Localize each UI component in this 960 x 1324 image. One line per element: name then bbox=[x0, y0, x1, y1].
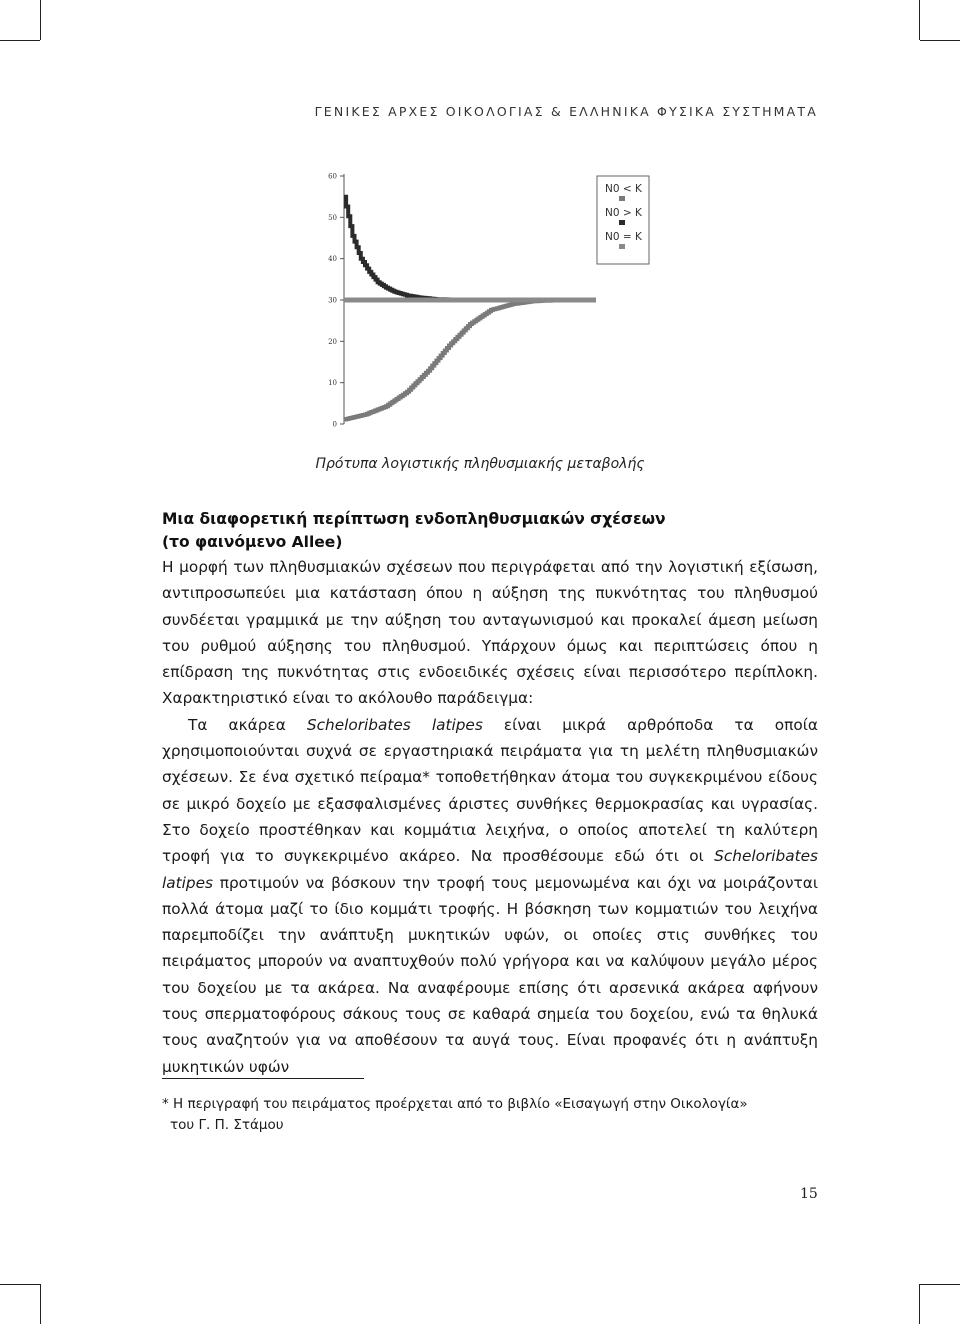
page-number: 15 bbox=[800, 1186, 818, 1202]
crop-mark-top-left-v bbox=[40, 0, 41, 40]
y-tick-label: 10 bbox=[328, 379, 337, 388]
footnote-line2: του Γ. Π. Στάμου bbox=[170, 1117, 284, 1133]
section-heading-line1: Μια διαφορετική περίπτωση ενδοπληθυσμιακών σχέσεων bbox=[162, 510, 666, 528]
footnote-rule bbox=[162, 1078, 364, 1079]
legend-label: N0 < K bbox=[605, 183, 642, 195]
paragraph-2 bbox=[162, 712, 818, 1080]
y-tick-label: 30 bbox=[328, 296, 337, 305]
paragraph-2-part2: είναι μικρά αρθρόποδα τα οποία χρησιμοποιούνται συχνά σε εργαστηριακά πειράματα για τη μελέτη πληθυσμιακών σχέσεων. Σε ένα σχετικό πείραμα* τοποθετήθηκαν άτομα του συγκεκριμένου είδους σε μικρό δοχείο με εξασφαλισμένες άριστες συνθήκες θερμοκρασίας και υγρασίας. Στο δοχείο προστέθηκαν και κομμάτια λειχήνα, ο οποίος αποτελεί τη καλύτερη τροφή για το συγκεκριμένο ακάρεο. Να προσθέσουμε εδώ ότι οι bbox=[162, 715, 818, 866]
logistic-growth-chart bbox=[320, 168, 660, 438]
section-heading-line2: (το φαινόμενο Allee) bbox=[162, 533, 343, 551]
paragraph-2-part1: Τα ακάρεα bbox=[188, 715, 307, 734]
y-tick-label: 0 bbox=[332, 420, 337, 429]
chart-legend bbox=[597, 176, 649, 264]
y-tick-label: 60 bbox=[328, 172, 337, 181]
crop-mark-top-right-h bbox=[920, 40, 960, 41]
y-tick-label: 50 bbox=[328, 213, 337, 222]
series-line-2 bbox=[344, 197, 596, 300]
legend-swatch bbox=[619, 196, 625, 201]
paragraph-1: Η μορφή των πληθυσμιακών σχέσεων που περιγράφεται από την λογιστική εξίσωση, αντιπροσωπεύει μια κατάσταση όπου η αύξηση της πυκνότητας του πληθυσμού συνδέεται γραμμικά με την αύξηση του ανταγωνισμού και προκαλεί άμεση μείωση του ρυθμού αύξησης του πληθυσμού. Υπάρχουν όμως και περιπτώσεις όπου η επίδραση της πυκνότητας στις ενδοειδικές σχέσεις είναι περισσότερο περίπλοκη. Χαρακτηριστικό είναι το ακόλουθο παράδειγμα: bbox=[162, 558, 818, 708]
footnote bbox=[162, 1094, 802, 1136]
footnote-line1: * Η περιγραφή του πειράματος προέρχεται από το βιβλίο «Εισαγωγή στην Οικολογία» bbox=[162, 1096, 748, 1112]
crop-mark-top-left-h bbox=[0, 40, 40, 41]
chart-series-group bbox=[344, 197, 596, 420]
section-heading bbox=[162, 508, 822, 554]
legend-swatch bbox=[619, 244, 625, 249]
crop-mark-bottom-left-h bbox=[0, 1284, 40, 1285]
legend-label: N0 > K bbox=[605, 207, 642, 219]
crop-mark-bottom-right-h bbox=[920, 1284, 960, 1285]
y-tick-label: 20 bbox=[328, 337, 337, 346]
species-name-repeat: Scheloribates latipes bbox=[162, 847, 818, 892]
legend-label: N0 = K bbox=[605, 231, 642, 243]
series-line-1 bbox=[344, 300, 596, 420]
crop-mark-bottom-left-v bbox=[40, 1284, 41, 1324]
crop-mark-bottom-right-v bbox=[919, 1284, 920, 1324]
paragraph-2-part3: προτιμούν να βόσκουν την τροφή τους μεμονωμένα και όχι να μοιράζονται πολλά άτομα μαζί το ίδιο κομμάτι τροφής. Η βόσκηση των κομματιών του λειχήνα παρεμποδίζει την ανάπτυξη μυκητικών υφών, οι οποίες στις συνθήκες του πειράματος μπορούν να αναπτυχθούν πολύ γρήγορα και να καλύψουν μεγάλο μέρος του δοχείου με τα ακάρεα. Να αναφέρουμε επίσης ότι αρσενικά ακάρεα αφήνουν τους σπερματοφόρους σάκους τους σε καθαρά σημεία του δοχείου, ενώ τα θηλυκά τους αναζητούν για να αποθέσουν τα αυγά τους. Είναι προφανές ότι η ανάπτυξη μυκητικών υφών bbox=[162, 873, 818, 1076]
body-text bbox=[162, 554, 818, 1080]
chart-axes bbox=[328, 173, 344, 429]
legend-swatch bbox=[619, 220, 625, 225]
y-tick-label: 40 bbox=[328, 255, 337, 264]
crop-mark-top-right-v bbox=[919, 0, 920, 40]
running-header: ΓΕΝΙΚΕΣ ΑΡΧΕΣ ΟΙΚΟΛΟΓΙΑΣ & ΕΛΛΗΝΙΚΑ ΦΥΣΙΚΑ ΣΥΣΤΗΜΑΤΑ bbox=[314, 104, 818, 119]
species-name: Scheloribates latipes bbox=[306, 715, 483, 734]
figure-caption: Πρότυπα λογιστικής πληθυσμιακής μεταβολής bbox=[315, 456, 645, 472]
